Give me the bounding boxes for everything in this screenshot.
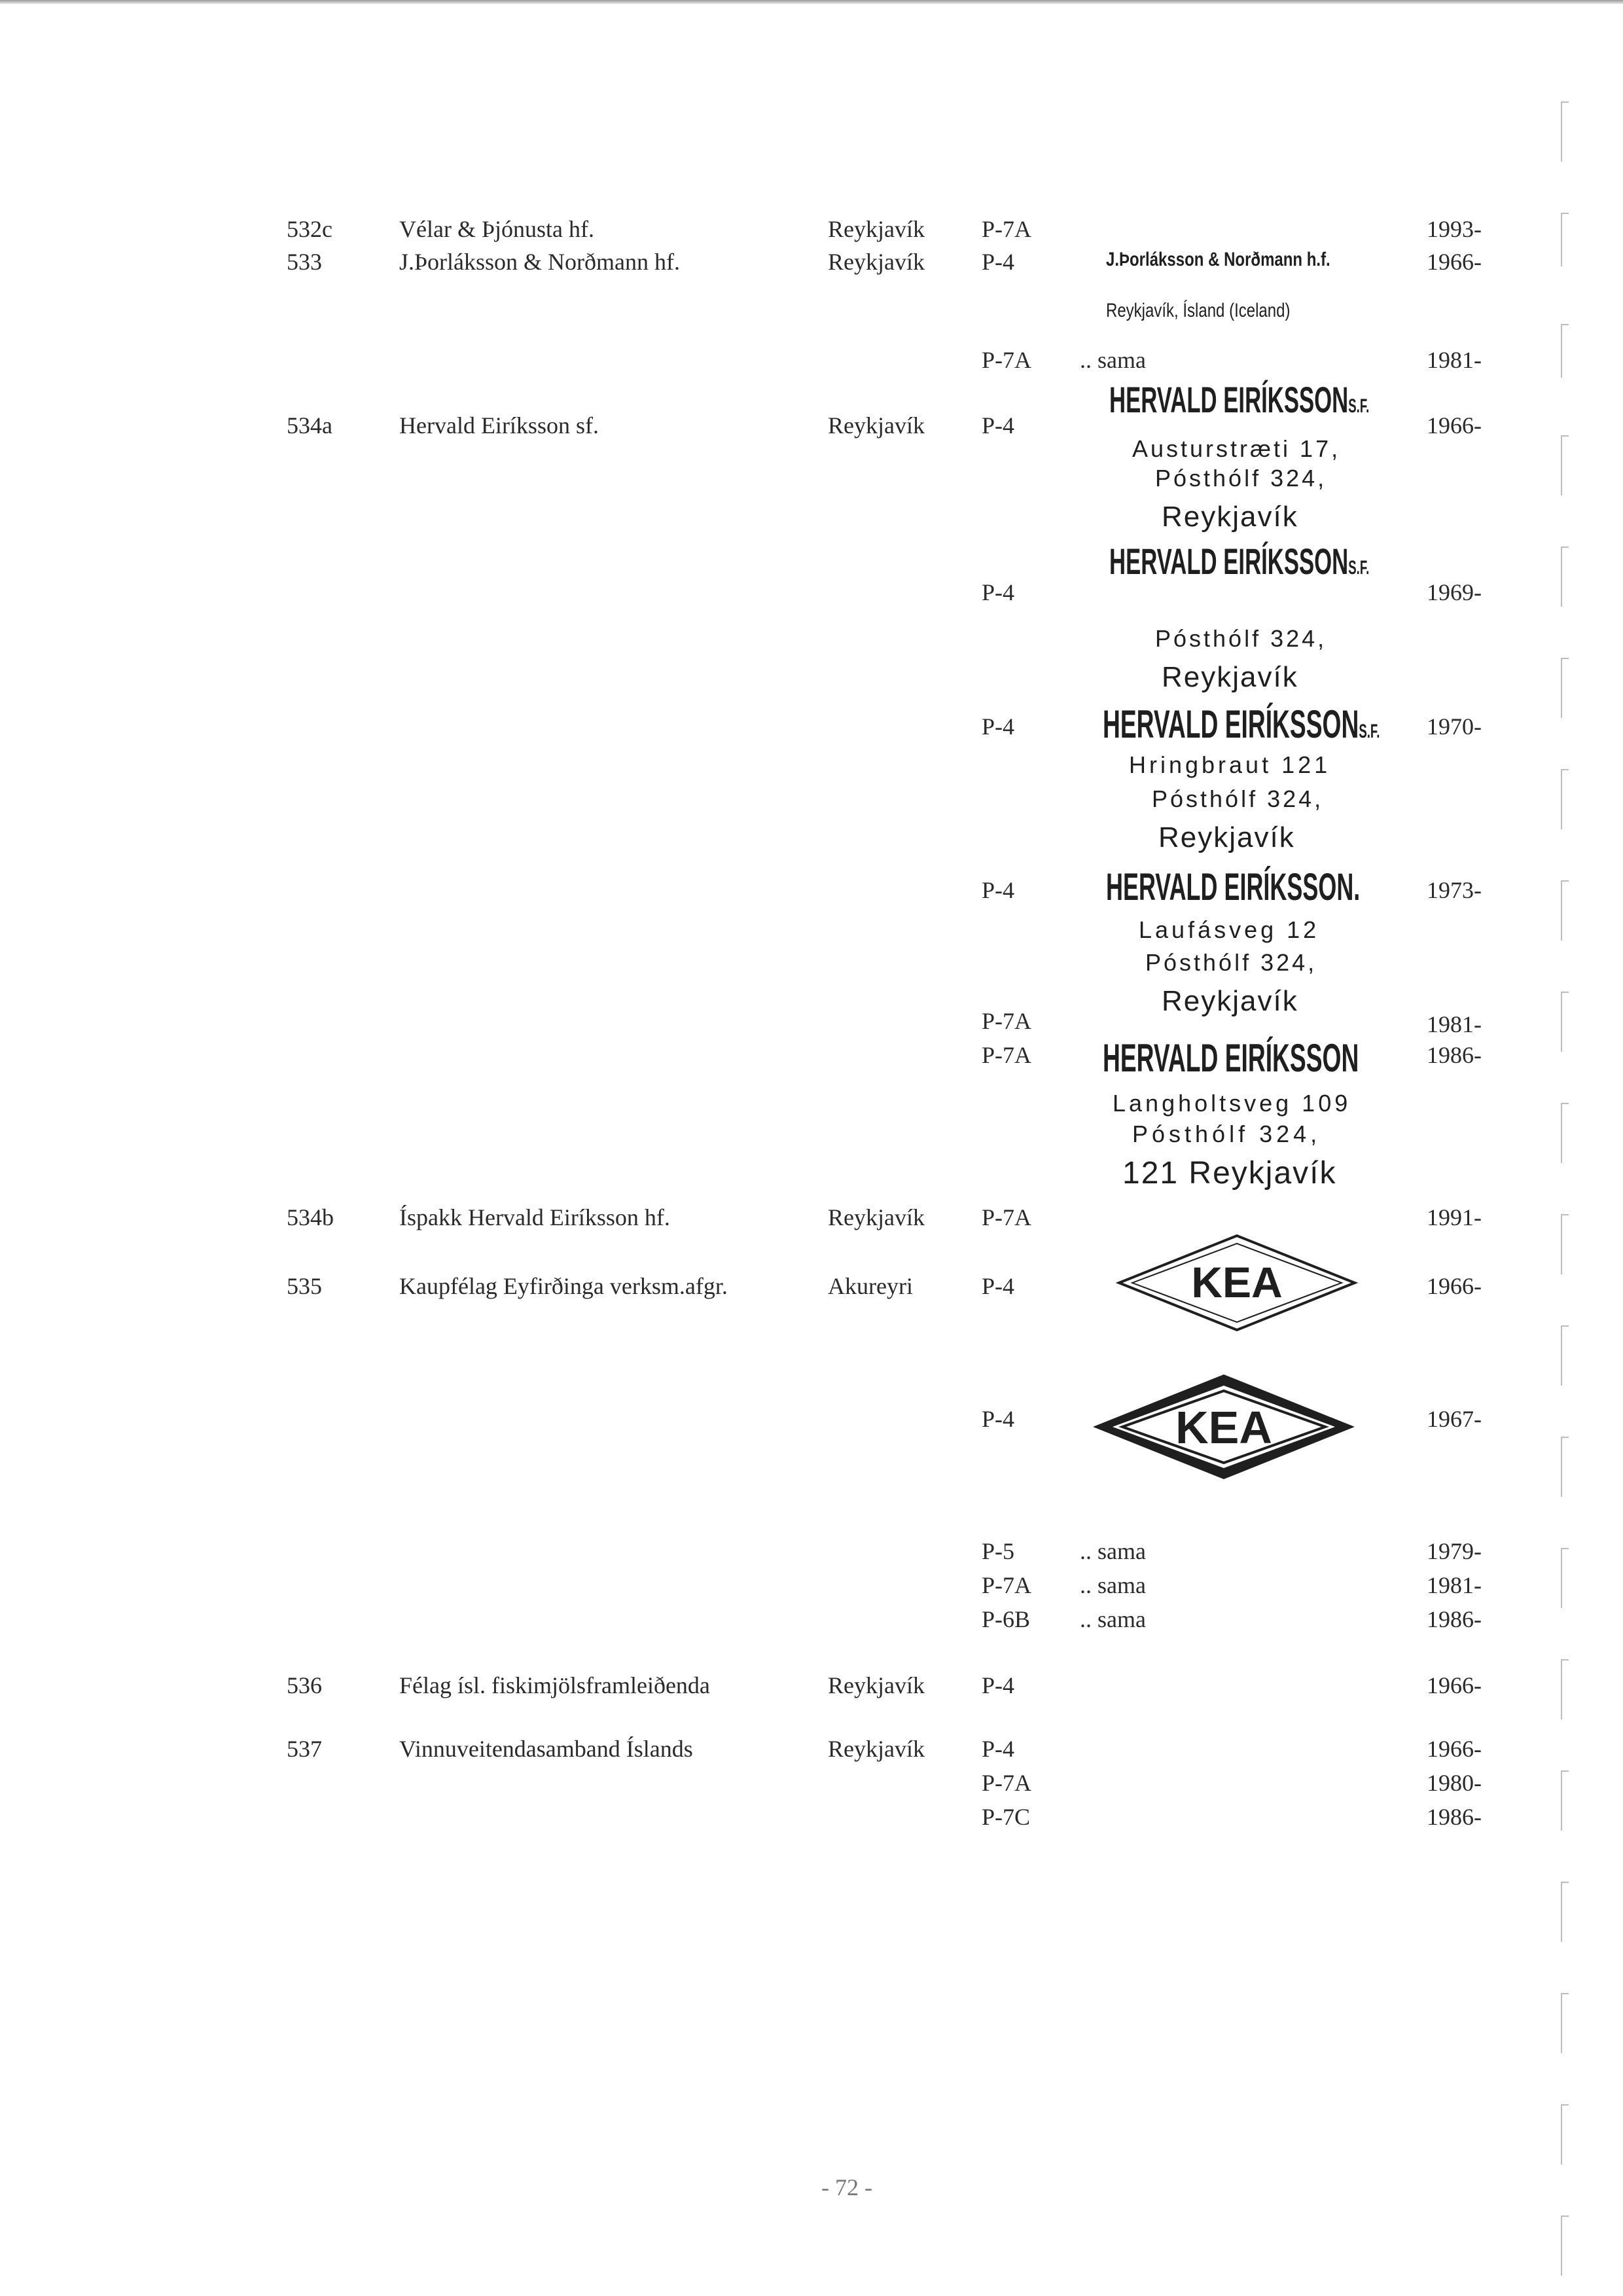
kea-logo-text: KEA	[1191, 1258, 1283, 1306]
stamp-jthorlaksson-line1: J.Þorláksson & Norðmann h.f.	[1106, 249, 1330, 270]
stamp-same-text: .. sama	[1080, 347, 1146, 373]
entry-code: P-4	[982, 877, 1015, 903]
entry-year: 1991-	[1427, 1204, 1482, 1230]
scan-edge-mark	[1561, 1437, 1569, 1497]
entry-code: P-7A	[982, 1770, 1032, 1796]
stamp-hervald-line: Reykjavík	[1158, 821, 1295, 853]
entry-name: Kaupfélag Eyfirðinga verksm.afgr.	[399, 1273, 728, 1299]
scan-edge-mark	[1561, 435, 1569, 495]
entry-year: 1993-	[1427, 216, 1482, 242]
scan-edge-mark	[1561, 880, 1569, 941]
scan-edge-mark	[1561, 1882, 1569, 1942]
scan-edge-mark	[1561, 1659, 1569, 1719]
entry-number: 534a	[287, 412, 332, 439]
entry-code: P-4	[982, 1672, 1015, 1698]
entry-code: P-7A	[982, 1572, 1032, 1598]
scan-top-edge	[0, 0, 1623, 4]
entry-place: Akureyri	[828, 1273, 913, 1299]
entry-year: 1966-	[1427, 1273, 1482, 1299]
stamp-hervald-line: Reykjavík	[1162, 501, 1298, 533]
stamp-hervald-line: 121 Reykjavík	[1122, 1156, 1337, 1191]
stamp-hervald-line: Hringbraut 121	[1129, 751, 1331, 778]
entry-year: 1980-	[1427, 1770, 1482, 1796]
entry-code: P-7A	[982, 1008, 1032, 1034]
stamp-hervald-title: HERVALD EIRÍKSSON	[1103, 1036, 1359, 1080]
entry-code: P-4	[982, 412, 1015, 439]
entry-number: 534b	[287, 1204, 334, 1230]
entry-place: Reykjavík	[828, 249, 925, 275]
stamp-hervald-line: Pósthólf 324,	[1155, 625, 1327, 652]
entry-year: 1966-	[1427, 1672, 1482, 1698]
entry-code: P-6B	[982, 1606, 1031, 1632]
entry-year: 1966-	[1427, 249, 1482, 275]
scan-edge-mark	[1561, 547, 1569, 607]
scan-edge-mark	[1561, 213, 1569, 266]
entry-year: 1981-	[1427, 1011, 1482, 1037]
stamp-hervald-line: Reykjavík	[1162, 985, 1298, 1017]
stamp-hervald-line: Pósthólf 324,	[1145, 949, 1317, 976]
stamp-hervald-line: Pósthólf 324,	[1132, 1121, 1321, 1147]
entry-year: 1979-	[1427, 1538, 1482, 1564]
scan-edge-mark	[1561, 992, 1569, 1052]
entry-year: 1969-	[1427, 579, 1482, 605]
scan-edge-mark	[1561, 1548, 1569, 1608]
entry-code: P-4	[982, 1406, 1015, 1432]
entry-year: 1966-	[1427, 412, 1482, 439]
entry-code: P-7A	[982, 347, 1032, 373]
stamp-same-text: .. sama	[1080, 1538, 1146, 1564]
scan-edge-mark	[1561, 324, 1569, 378]
entry-place: Reykjavík	[828, 412, 925, 439]
stamp-hervald-line: Austurstræti 17,	[1132, 435, 1341, 462]
entry-name: Félag ísl. fiskimjölsframleiðenda	[399, 1672, 710, 1698]
entry-number: 536	[287, 1672, 322, 1698]
entry-name: Íspakk Hervald Eiríksson hf.	[399, 1204, 670, 1230]
entry-number: 533	[287, 249, 322, 275]
entry-code: P-7A	[982, 1042, 1032, 1068]
stamp-jthorlaksson-line2: Reykjavík, Ísland (Iceland)	[1106, 300, 1291, 321]
scan-edge-mark	[1561, 2104, 1569, 2164]
scan-edge-mark	[1561, 769, 1569, 829]
entry-year: 1973-	[1427, 877, 1482, 903]
entry-year: 1981-	[1427, 1572, 1482, 1598]
entry-place: Reykjavík	[828, 216, 925, 242]
kea-logo-text: KEA	[1175, 1402, 1272, 1453]
scan-edge-mark	[1561, 2215, 1569, 2276]
kea-diamond-logo	[1113, 1230, 1361, 1335]
scan-edge-mark	[1561, 1325, 1569, 1386]
stamp-hervald-line: Pósthólf 324,	[1152, 785, 1324, 812]
stamp-hervald-line: Pósthólf 324,	[1155, 465, 1327, 492]
entry-place: Reykjavík	[828, 1672, 925, 1698]
entry-code: P-4	[982, 1273, 1015, 1299]
stamp-hervald-title: HERVALD EIRÍKSSONS.F.	[1103, 702, 1380, 746]
scan-edge-mark	[1561, 1214, 1569, 1274]
entry-year: 1966-	[1427, 1736, 1482, 1762]
entry-name: Vinnuveitendasamband Íslands	[399, 1736, 693, 1762]
entry-name: Vélar & Þjónusta hf.	[399, 216, 594, 242]
entry-code: P-4	[982, 1736, 1015, 1762]
entry-code: P-4	[982, 249, 1015, 275]
entry-year: 1986-	[1427, 1606, 1482, 1632]
stamp-hervald-line: Reykjavík	[1162, 661, 1298, 693]
stamp-hervald-line: Langholtsveg 109	[1113, 1090, 1351, 1117]
entry-year: 1970-	[1427, 713, 1482, 740]
kea-diamond-logo	[1086, 1371, 1361, 1482]
entry-name: J.Þorláksson & Norðmann hf.	[399, 249, 680, 275]
entry-year: 1967-	[1427, 1406, 1482, 1432]
entry-number: 535	[287, 1273, 322, 1299]
stamp-hervald-line: Laufásveg 12	[1139, 916, 1320, 943]
scan-edge-mark	[1561, 1103, 1569, 1163]
entry-year: 1986-	[1427, 1042, 1482, 1068]
entry-place: Reykjavík	[828, 1204, 925, 1230]
entry-code: P-5	[982, 1538, 1015, 1564]
entry-code: P-7A	[982, 1204, 1032, 1230]
entry-code: P-4	[982, 579, 1015, 605]
entry-place: Reykjavík	[828, 1736, 925, 1762]
scan-edge-mark	[1561, 1993, 1569, 2053]
scan-edge-mark	[1561, 658, 1569, 718]
entry-name: Hervald Eiríksson sf.	[399, 412, 599, 439]
entry-number: 532c	[287, 216, 332, 242]
entry-code: P-7A	[982, 216, 1032, 242]
entry-year: 1986-	[1427, 1804, 1482, 1830]
entry-number: 537	[287, 1736, 322, 1762]
stamp-same-text: .. sama	[1080, 1572, 1146, 1598]
entry-code: P-4	[982, 713, 1015, 740]
scan-edge-mark	[1561, 101, 1569, 162]
scan-edge-mark	[1561, 1770, 1569, 1831]
page-number: - 72 -	[821, 2174, 872, 2200]
stamp-hervald-title: HERVALD EIRÍKSSONS.F.	[1109, 541, 1370, 582]
entry-code: P-7C	[982, 1804, 1031, 1830]
entry-year: 1981-	[1427, 347, 1482, 373]
stamp-hervald-title: HERVALD EIRÍKSSONS.F.	[1109, 379, 1370, 420]
stamp-same-text: .. sama	[1080, 1606, 1146, 1632]
stamp-hervald-title: HERVALD EIRÍKSSON.	[1106, 866, 1361, 908]
